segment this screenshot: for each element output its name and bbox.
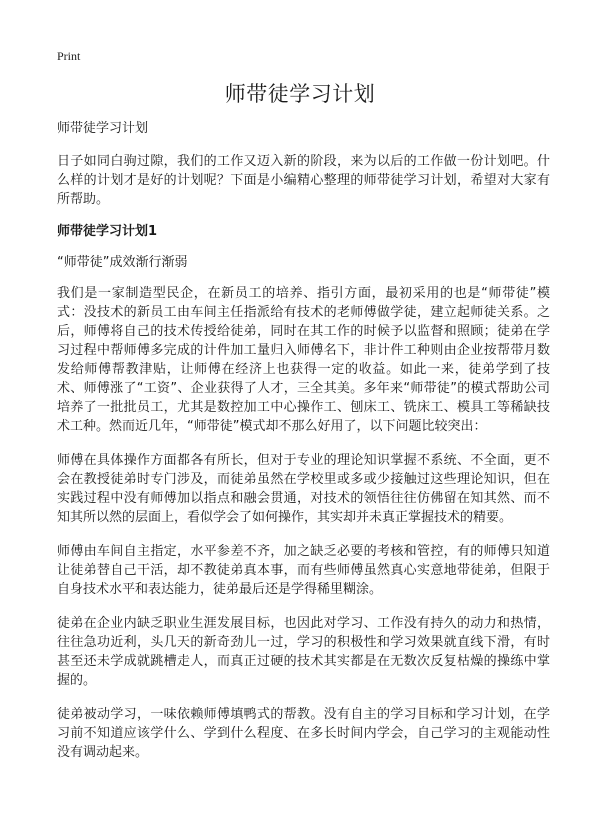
article-subtitle: 师带徒学习计划 <box>57 121 149 136</box>
section-heading: 师带徒学习计划1 <box>57 224 158 239</box>
print-link[interactable]: Print <box>57 49 81 63</box>
article-body <box>57 119 550 777</box>
document-title: 师带徒学习计划 <box>224 82 376 106</box>
intro-paragraph: 日子如同白驹过隙，我们的工作又迈入新的阶段，来为以后的工作做一份计划吧。什么样的计划才是好的计划呢？下面是小编精心整理的师带徒学习计划，希望对大家有所帮助。 <box>57 154 550 207</box>
section-subheading: “师带徒”成效渐行渐弱 <box>57 255 188 270</box>
body-paragraph-5: 徒弟被动学习，一味依赖师傅填鸭式的帮教。没有自主的学习目标和学习计划，在学习前不知道应该学什么、学到什么程度、在多长时间内学会，自己学习的主观能动性没有调动起来。 <box>57 707 550 760</box>
body-paragraph-4: 徒弟在企业内缺乏职业生涯发展目标，也因此对学习、工作没有持久的动力和热情，往往急功近利，头几天的新奇劲儿一过，学习的积极性和学习效果就直线下滑，有时甚至还未学成就跳槽走人，而真正过硬的技术其实都是在无数次反复枯燥的操练中掌握的。 <box>57 616 550 688</box>
body-paragraph-2: 师傅在具体操作方面都各有所长，但对于专业的理论知识掌握不系统、不全面，更不会在教授徒弟时专门涉及，而徒弟虽然在学校里或多或少接触过这些理论知识，但在实践过程中没有师傅加以指点和融会贯通，对技术的领悟往往仿佛留在知其然、而不知其所以然的层面上，看似学会了如何操作，其实却并未真正掌握技术的精要。 <box>57 453 550 525</box>
body-paragraph-3: 师傅由车间自主指定，水平参差不齐，加之缺乏必要的考核和管控，有的师傅只知道让徒弟替自己干活，却不教徒弟真本事，而有些师傅虽然真心实意地带徒弟，但限于自身技术水平和表达能力，徒弟最后还是学得稀里糊涂。 <box>57 544 550 597</box>
body-paragraph-1: 我们是一家制造型民企，在新员工的培养、指引方面，最初采用的也是“师带徒”模式：没技术的新员工由车间主任指派给有技术的老师傅做学徒，建立起师徒关系。之后，师傅将自己的技术传授给徒弟，同时在其工作的时候予以监督和照顾；徒弟在学习过程中帮师傅多完成的计件加工量归入师傅名下，非计件工种则由企业按帮带月数发给师傅帮教津贴，让师傅在经济上也获得一定的收益。如此一来，徒弟学到了技术、师傅涨了“工资”、企业获得了人才，三全其美。多年来“师带徒”的模式帮助公司培养了一批批员工，尤其是数控加工中心操作工、刨床工、铣床工、模具工等稀缺技术工种。然而近几年，“师带徒”模式却不那么好用了，以下问题比较突出： <box>57 286 550 434</box>
